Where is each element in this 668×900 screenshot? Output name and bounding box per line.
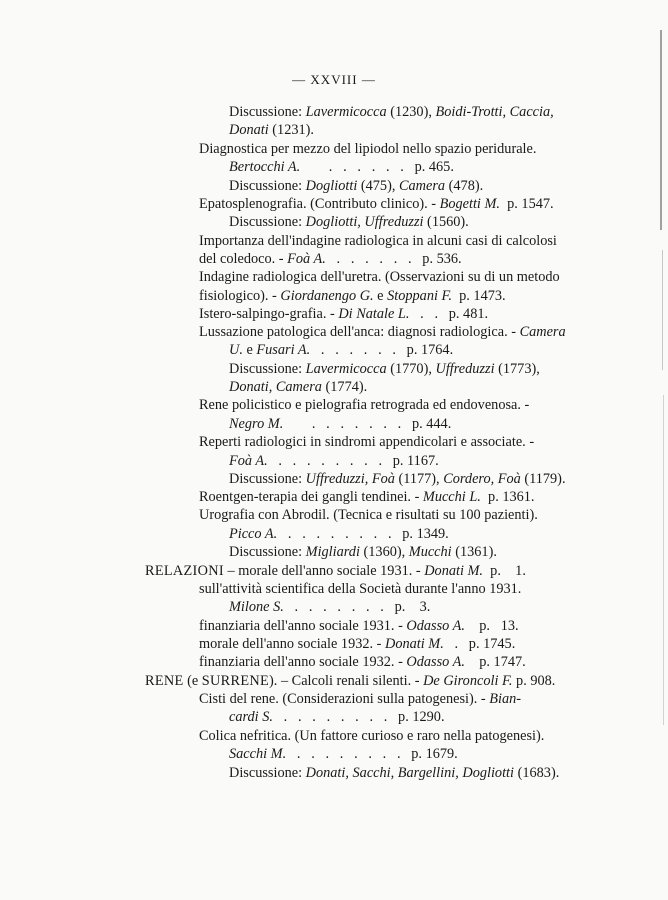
entry-text: . . p. 481. [409, 306, 489, 322]
author-name: Donati, Camera [229, 379, 322, 395]
entry-text: (1231). [268, 122, 314, 138]
entry-text: (1179). [520, 471, 566, 487]
entry-text: – morale dell'anno sociale 1931. - [223, 563, 425, 579]
entry-text: Lussazione patologica dell'anca: diagnosi radiologica. - [199, 324, 520, 340]
index-line [229, 158, 454, 176]
index-line [199, 323, 566, 341]
index-line [229, 341, 453, 359]
entry-text: (1774). [321, 379, 368, 395]
section-heading: SURRENE [201, 673, 270, 689]
author-name: Lavermicocca [305, 104, 387, 120]
author-name: Sacchi M. [229, 746, 287, 762]
index-line [199, 396, 529, 414]
author-name: Mucchi [408, 544, 452, 560]
entry-text: (1361). [451, 544, 497, 560]
index-line [199, 305, 488, 323]
entry-text: p. 1361. [480, 489, 535, 505]
index-line [199, 268, 560, 286]
entry-text: ). – Calcoli renali silenti. - [269, 673, 424, 689]
page-header: — XXVIII — [292, 72, 376, 87]
entry-text: Discussione: [229, 104, 306, 120]
author-name: Odasso A. [406, 654, 465, 670]
entry-text: Discussione: [229, 471, 306, 487]
entry-text: . . . . . . p. 536. [325, 251, 462, 267]
author-name: Milone S. [229, 599, 284, 615]
entry-text: (475), [357, 178, 399, 194]
entry-text: (1560). [423, 214, 469, 230]
entry-text: Rene policistico e pielografia retrograda ed endovenosa. - [199, 397, 530, 413]
author-name: Dogliotti, Uffreduzzi [305, 214, 424, 230]
index-line [199, 506, 538, 524]
entry-text: Colica nefritica. (Un fattore curioso e raro nella patogenesi). [199, 728, 545, 744]
entry-text: Discussione: [229, 361, 306, 377]
index-line [145, 672, 555, 690]
index-line [229, 177, 483, 195]
entry-text: Discussione: [229, 544, 306, 560]
index-line [199, 653, 526, 671]
entry-text: p. 1473. [451, 288, 506, 304]
index-line [199, 287, 506, 305]
author-name: Donati M. [385, 636, 444, 652]
entry-text: sull'attività scientifica della Società durante l'anno 1931. [199, 581, 522, 597]
author-name: Donati [229, 122, 269, 138]
entry-text: Cisti del rene. (Considerazioni sulla patogenesi). - [199, 691, 490, 707]
entry-text: (1773), [494, 361, 540, 377]
entry-text: e [373, 288, 388, 304]
index-line [199, 195, 554, 213]
entry-text: Urografia con Abrodil. (Tecnica e risultati su 100 pazienti). [199, 507, 538, 523]
entry-text: . . . . . . . . p. 1679. [286, 746, 458, 762]
index-line [199, 727, 544, 745]
index-line [199, 617, 519, 635]
index-line [229, 543, 497, 561]
author-name: Donati, Sacchi, Bargellini, Dogliotti [305, 765, 515, 781]
index-line [229, 213, 469, 231]
entry-text: (1683). [514, 765, 560, 781]
entry-text: p. 1. [483, 563, 526, 579]
author-name: Dogliotti [305, 178, 358, 194]
entry-text: (1230), [386, 104, 436, 120]
index-line [229, 525, 449, 543]
entry-text: p. 13. [464, 618, 519, 634]
index-line [199, 580, 521, 598]
page-edge-shadow [663, 395, 664, 725]
index-line [229, 745, 458, 763]
entry-text: Istero-salpingo-grafia. - [199, 306, 339, 322]
entry-text: . . . . . . p. 465. [300, 159, 454, 175]
author-name: De Gironcoli F. [423, 673, 513, 689]
index-line [229, 360, 540, 378]
entry-text: Importanza dell'indagine radiologica in alcuni casi di calcolosi [199, 233, 557, 249]
entry-text: morale dell'anno sociale 1932. - [199, 636, 385, 652]
page-edge-shadow [660, 30, 662, 230]
author-name: Picco A. [229, 526, 278, 542]
entry-text: . . . . . . . p. 444. [283, 416, 452, 432]
entry-text: Roentgen-terapia dei gangli tendinei. - [199, 489, 423, 505]
index-line [229, 598, 430, 616]
index-line [229, 378, 367, 396]
index-line [199, 690, 521, 708]
index-line [199, 250, 462, 268]
author-name: Bertocchi A. [229, 159, 301, 175]
author-name: Boidi-Trotti, Caccia, [435, 104, 554, 120]
author-name: Donati M. [424, 563, 484, 579]
index-line [199, 488, 535, 506]
entry-text: Discussione: [229, 214, 306, 230]
author-name: Camera [519, 324, 566, 340]
entry-text: Reperti radiologici in sindromi appendicolari e associate. - [199, 434, 535, 450]
index-line [229, 470, 566, 488]
author-name: U. [229, 342, 243, 358]
author-name: Camera [399, 178, 446, 194]
entry-text: (e [183, 673, 202, 689]
author-name: Uffreduzzi [435, 361, 495, 377]
entry-text: . p. 1745. [443, 636, 516, 652]
entry-text: p. 1747. [464, 654, 526, 670]
index-line [229, 708, 445, 726]
entry-text: Diagnostica per mezzo del lipiodol nello spazio peridurale. [199, 141, 537, 157]
entry-text: finanziaria dell'anno sociale 1931. - [199, 618, 407, 634]
entry-text: del coledoco. - [199, 251, 288, 267]
author-name: Fusari A. [256, 342, 311, 358]
entry-text: . . . . . . p. 1764. [310, 342, 454, 358]
index-line [229, 764, 559, 782]
author-name: Foà A. [229, 453, 268, 469]
entry-text: e [242, 342, 257, 358]
entry-text: fisiologico). - [199, 288, 281, 304]
entry-text: (1177), [394, 471, 444, 487]
index-line [229, 103, 554, 121]
entry-text: Indagine radiologica dell'uretra. (Osservazioni su di un metodo [199, 269, 560, 285]
author-name: Di Natale L. [338, 306, 410, 322]
entry-text: . . . . . . . p. 3. [283, 599, 431, 615]
author-name: Odasso A. [406, 618, 465, 634]
author-name: Negro M. [229, 416, 284, 432]
index-line [199, 232, 557, 250]
author-name: Uffreduzzi, Foà [305, 471, 395, 487]
entry-text: Discussione: [229, 178, 306, 194]
index-line [199, 140, 536, 158]
index-line [199, 433, 534, 451]
entry-text: p. 1547. [499, 196, 554, 212]
author-name: cardi S. [229, 709, 273, 725]
author-name: Foà A. [287, 251, 326, 267]
index-line [145, 562, 526, 580]
entry-text: Discussione: [229, 765, 306, 781]
entry-text: Epatosplenografia. (Contributo clinico). - [199, 196, 440, 212]
author-name: Bian- [489, 691, 521, 707]
entry-text: (1360), [359, 544, 409, 560]
author-name: Migliardi [305, 544, 360, 560]
author-name: Cordero, Foà [443, 471, 521, 487]
author-name: Lavermicocca [305, 361, 387, 377]
index-line [229, 415, 451, 433]
entry-text: p. 908. [512, 673, 556, 689]
entry-text: finanziaria dell'anno sociale 1932. - [199, 654, 407, 670]
author-name: Stoppani F. [387, 288, 452, 304]
entry-text: (1770), [386, 361, 436, 377]
section-heading: RELAZIONI [145, 563, 224, 579]
entry-text: . . . . . . . . p. 1167. [267, 453, 439, 469]
author-name: Bogetti M. [439, 196, 500, 212]
page-edge-shadow [662, 250, 663, 370]
index-line [229, 452, 439, 470]
section-heading: RENE [145, 673, 184, 689]
index-line [199, 635, 515, 653]
index-line [229, 121, 314, 139]
author-name: Giordanengo G. [280, 288, 374, 304]
entry-text: . . . . . . . . p. 1290. [272, 709, 445, 725]
entry-text: (478). [445, 178, 484, 194]
entry-text: . . . . . . . . p. 1349. [277, 526, 449, 542]
author-name: Mucchi L. [422, 489, 481, 505]
